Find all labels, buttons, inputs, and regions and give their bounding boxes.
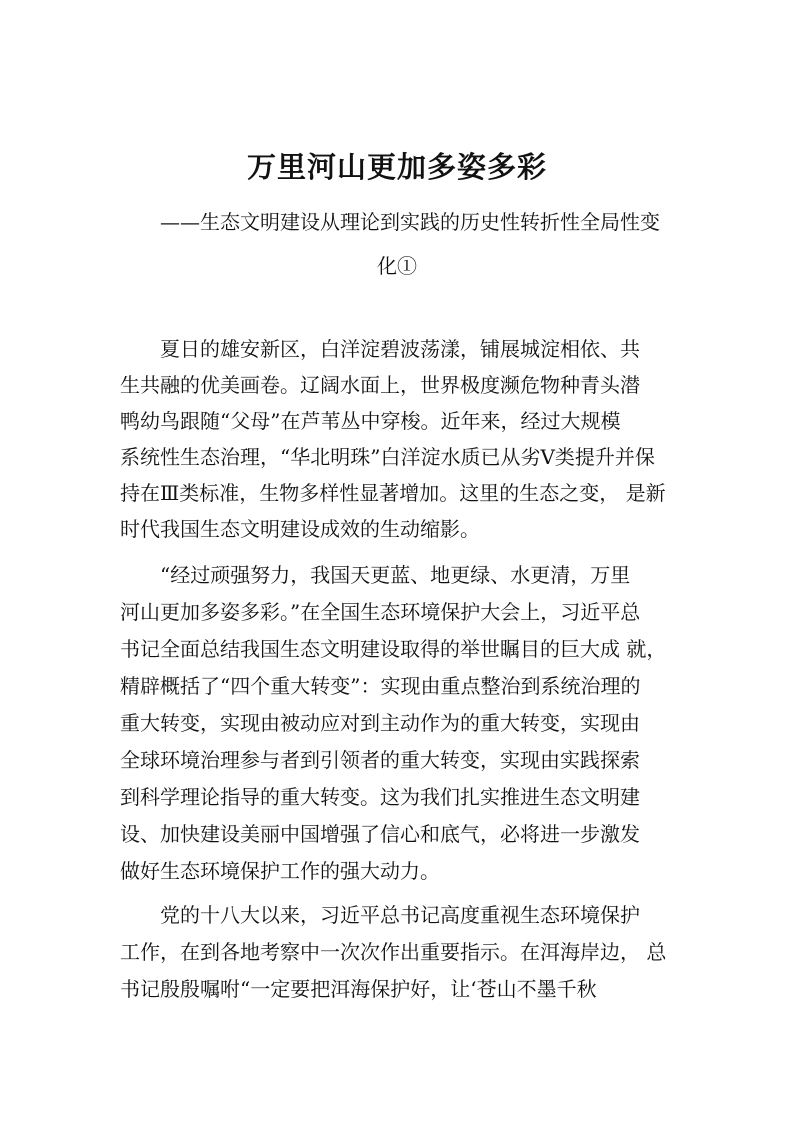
body-line: 书记殷殷嘱咐“一定要把洱海保护好，让‘苍山不墨千秋 (120, 977, 597, 1001)
document-subtitle-line-1: ——生态文明建设从理论到实践的历史性转折性全局性变 (160, 210, 660, 234)
document-title: 万里河山更加多姿多彩 (246, 150, 547, 184)
body-line: 党的十八大以来，习近平总书记高度重视生态环境保护 (120, 903, 640, 927)
body-line: 系统性生态治理，“华北明珠”白洋淀水质已从劣Ⅴ类提升并保 (120, 445, 655, 469)
body-line: “经过顽强努力，我国天更蓝、地更绿、水更清，万里 (120, 563, 631, 587)
body-line: 河山更加多姿多彩。”在全国生态环境保护大会上，习近平总 (120, 600, 641, 624)
body-line: 做好生态环境保护工作的强大动力。 (120, 859, 440, 883)
body-line: 重大转变，实现由被动应对到主动作为的重大转变，实现由 (120, 711, 640, 735)
body-line: 到科学理论指导的重大转变。这为我们扎实推进生态文明建 (120, 785, 640, 809)
body-line: 时代我国生态文明建设成效的生动缩影。 (120, 517, 480, 541)
body-line: 书记全面总结我国生态文明建设取得的举世瞩目的巨大成 就， (120, 637, 667, 661)
body-line: 精辟概括了“四个重大转变”：实现由重点整治到系统治理的 (120, 674, 641, 698)
body-line: 持在Ⅲ类标准，生物多样性显著增加。这里的生态之变， 是新 (120, 481, 666, 505)
body-line: 全球环境治理参与者到引领者的重大转变，实现由实践探索 (120, 748, 640, 772)
body-line: 设、加快建设美丽中国增强了信心和底气，必将进一步激发 (120, 822, 640, 846)
body-line: 生共融的优美画卷。辽阔水面上，世界极度濒危物种青头潜 (120, 373, 640, 397)
body-line: 夏日的雄安新区，白洋淀碧波荡漾，铺展城淀相依、共 (120, 337, 640, 361)
body-line: 鸭幼鸟跟随“父母”在芦苇丛中穿梭。近年来，经过大规模 (120, 409, 621, 433)
body-line: 工作，在到各地考察中一次次作出重要指示。在洱海岸边， 总 (120, 940, 667, 964)
document-subtitle-line-2: 化① (377, 254, 417, 278)
